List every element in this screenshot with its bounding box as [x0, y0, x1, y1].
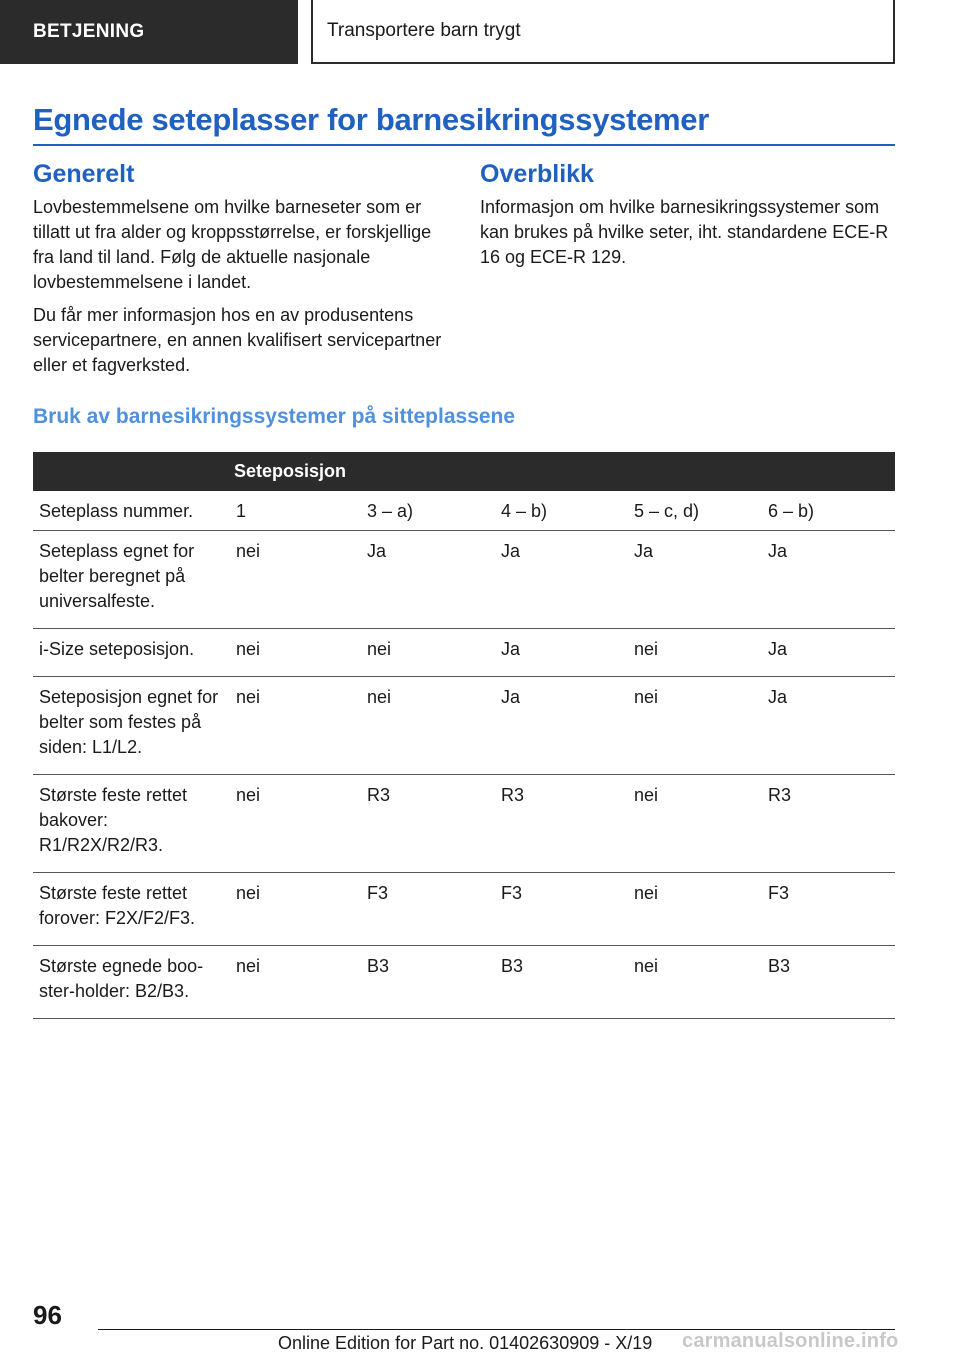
table-cell: R3: [361, 775, 495, 873]
table-row: [33, 531, 895, 629]
table-row-label: Største egnede booster-holder: B2/B3.: [33, 946, 230, 1019]
table-cell: nei: [230, 531, 361, 629]
watermark-logo: carmanualsonline.info: [682, 1330, 899, 1352]
general-paragraph-1: Lovbestemmelsene om hvilke barneseter som er tillatt ut fra alder og kroppsstørrelse, er forskjellige fra land til land. Følg de aktuelle nasjonale lovbestemmelsene i landet.: [33, 197, 432, 292]
overview-section: [480, 160, 895, 278]
table-cell: 5 – c, d): [628, 491, 762, 531]
table-cell: nei: [628, 677, 762, 775]
table-header-row: [33, 452, 895, 491]
table-cell: nei: [230, 677, 361, 775]
table-cell: Ja: [495, 629, 628, 677]
overview-heading: Overblikk: [480, 160, 594, 188]
table-cell: nei: [230, 946, 361, 1019]
general-paragraph-2: Du får mer informasjon hos en av produsentens servicepartnere, en annen kvalifisert servicepartner eller et fagverksted.: [33, 305, 442, 375]
table-cell: nei: [628, 946, 762, 1019]
table-cell: 4 – b): [495, 491, 628, 531]
table-row: [33, 775, 895, 873]
table-cell: nei: [628, 775, 762, 873]
table-cell: nei: [361, 677, 495, 775]
table-cell: nei: [230, 629, 361, 677]
table-row-label: i-Size seteposisjon.: [33, 629, 230, 677]
table-cell: R3: [495, 775, 628, 873]
table-heading: Bruk av barnesikringssystemer på sitteplassene: [33, 405, 516, 428]
table-row: [33, 491, 895, 531]
table-cell: nei: [230, 775, 361, 873]
footer-edition-text: Online Edition for Part no. 01402630909 - X/19: [278, 1333, 653, 1353]
table-row: [33, 629, 895, 677]
table-row: [33, 677, 895, 775]
overview-paragraph-1: Informasjon om hvilke barnesikringssystemer som kan brukes på hvilke seter, iht. standardene ECE-R 16 og ECE-R 129.: [480, 197, 889, 267]
table-row-label: Største feste rettet bakover: R1/R2X/R2/R3.: [33, 775, 230, 873]
table-cell: B3: [762, 946, 895, 1019]
table-row-label: Seteplass nummer.: [33, 491, 230, 531]
general-heading: Generelt: [33, 160, 135, 188]
table-row: [33, 873, 895, 946]
page-number: 96: [33, 1300, 62, 1330]
table-cell: Ja: [762, 629, 895, 677]
table-cell: R3: [762, 775, 895, 873]
table-row: [33, 946, 895, 1019]
table-header-seat-position: Seteposisjon: [230, 452, 895, 491]
general-section: [33, 160, 451, 386]
table-cell: F3: [495, 873, 628, 946]
table-cell: nei: [230, 873, 361, 946]
header-section-label: BETJENING: [0, 0, 298, 64]
table-header-empty: [33, 452, 230, 491]
table-cell: 1: [230, 491, 361, 531]
table-cell: F3: [762, 873, 895, 946]
table-cell: Ja: [361, 531, 495, 629]
table-row-label: Seteplass egnet for belter beregnet på universalfeste.: [33, 531, 230, 629]
table-cell: Ja: [495, 531, 628, 629]
table-cell: nei: [628, 629, 762, 677]
table-cell: 3 – a): [361, 491, 495, 531]
table-row-label: Seteposisjon egnet for belter som festes på siden: L1/L2.: [33, 677, 230, 775]
table-cell: Ja: [628, 531, 762, 629]
header-chapter-title: Transportere barn trygt: [311, 0, 895, 64]
table-cell: F3: [361, 873, 495, 946]
table-cell: Ja: [762, 531, 895, 629]
table-cell: nei: [361, 629, 495, 677]
page-title: Egnede seteplasser for barnesikringssystemer: [33, 102, 895, 146]
table-cell: Ja: [762, 677, 895, 775]
table-cell: 6 – b): [762, 491, 895, 531]
seat-table: [33, 452, 895, 1019]
table-cell: nei: [628, 873, 762, 946]
table-cell: B3: [495, 946, 628, 1019]
table-row-label: Største feste rettet forover: F2X/F2/F3.: [33, 873, 230, 946]
table-cell: Ja: [495, 677, 628, 775]
table-cell: B3: [361, 946, 495, 1019]
